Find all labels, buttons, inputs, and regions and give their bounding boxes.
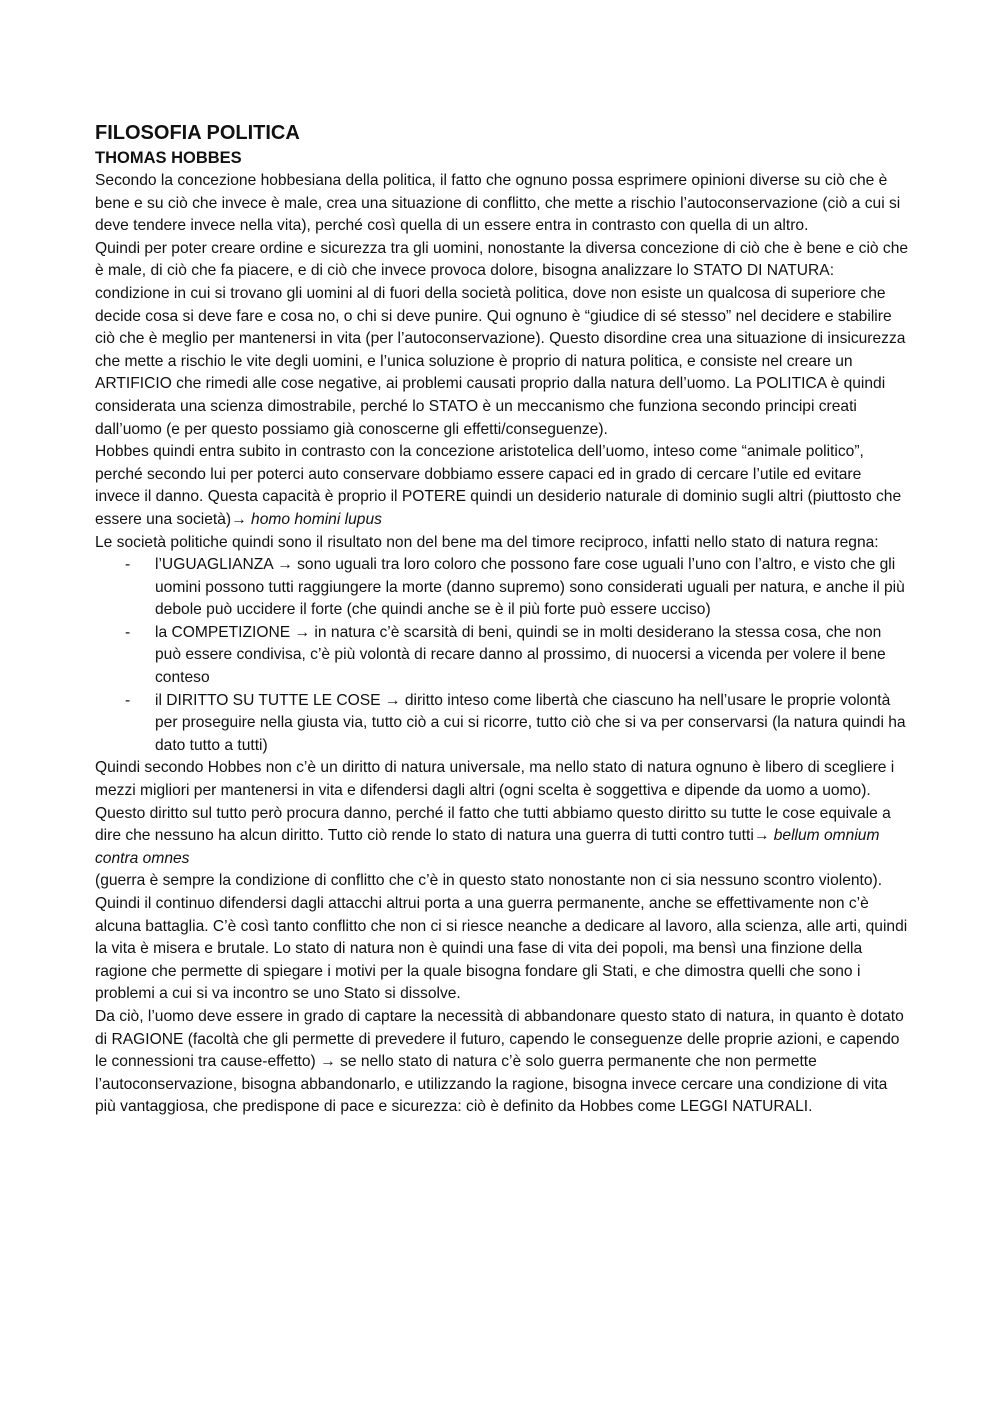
dash-bullet: -: [125, 691, 131, 709]
list-item-text: sono uguali tra loro coloro che possono fare cose uguali l’uno con l’altro, e visto che gli uomini possono tutti raggiungere la morte (danno supremo) sono considerati uguali per natura, e anche il più debole può uccidere il forte (che quindi anche se è il più forte può essere ucciso): [155, 556, 905, 619]
paragraph-text-continued: se nello stato di natura c’è solo guerra permanente che non permette l’autoconservazione, bisogna abbandonarlo, e utilizzando la ragione, bisogna invece cercare una condizione di vita più vantaggiosa, che predispone di pace e sicurezza: ciò è definito da Hobbes come LEGGI NATURALI.: [95, 1053, 888, 1116]
paragraph-potere: [95, 441, 910, 531]
paragraph-intro: Secondo la concezione hobbesiana della politica, il fatto che ognuno possa esprimere opinioni diverse su ciò che è bene e su ciò che invece è male, crea una situazione di conflitto, che mette a rischio l’autoconservazione (ciò a cui si deve tendere invece nella vita), perché così quella di un essere entra in contrasto con quella di un altro.: [95, 172, 901, 235]
paragraph-text: Hobbes quindi entra subito in contrasto con la concezione aristotelica dell’uomo, inteso come “animale politico”, perché secondo lui per poterci auto conservare dobbiamo essere capaci ed in grado di cercare l’utile ed evitare invece il danno. Questa capacità è proprio il POTERE quindi un desiderio naturale di dominio sugli altri (piuttosto che essere una società): [95, 443, 902, 528]
arrow-right-icon: →: [294, 623, 311, 641]
dash-bullet: -: [125, 556, 131, 574]
bullet-list: [95, 554, 910, 757]
paragraph-guerra-note: (guerra è sempre la condizione di conflitto che c’è in questo stato nonostante non ci sia nessuno scontro violento).: [95, 872, 883, 890]
list-item: [95, 690, 910, 758]
list-item-lead: l’UGUAGLIANZA: [155, 556, 278, 574]
list-item-text: in natura c’è scarsità di beni, quindi se in molti desiderano la stessa cosa, che non può essere condivisa, c’è più volontà di recare danno al prossimo, di nuocersi a vicenda per volere il bene conteso: [155, 623, 886, 687]
paragraph-stato-di-natura: Quindi per poter creare ordine e sicurezza tra gli uomini, nonostante la diversa concezione di ciò che è bene e ciò che è male, di ciò che fa piacere, e di ciò che invece provoca dolore, bisogna analizzare lo STATO DI NATURA: condizione in cui si trovano gli uomini al di fuori della società politica, dove non esiste un qualcosa di superiore che decide cosa si deve fare e cosa no, o chi si deve punire. Qui ognuno è “giudice di sé stesso” nel decidere e stabilire ciò che è meglio per mantenersi in vita (per l’autoconservazione). Questo disordine crea una situazione di insicurezza che mette a rischio le vite degli uomini, e l’unica soluzione è proprio di natura politica, e consiste nel creare un ARTIFICIO che rimedi alle cose negative, ai problemi causati proprio dalla natura dell’uomo. La POLITICA è quindi considerata una scienza dimostrabile, perché lo STATO è un meccanismo che funziona secondo principi creati dall’uomo (e per questo possiamo già conoscerne gli effetti/conseguenze).: [95, 239, 909, 438]
dash-bullet: -: [125, 623, 131, 641]
document-title: FILOSOFIA POLITICA: [95, 122, 300, 144]
arrow-right-icon: →: [384, 691, 401, 709]
list-item: [95, 622, 910, 690]
arrow-right-icon: →: [231, 510, 247, 528]
paragraph-timore: Le società politiche quindi sono il risultato non del bene ma del timore reciproco, infatti nello stato di natura regna:: [95, 533, 879, 551]
section-heading: THOMAS HOBBES: [95, 149, 242, 167]
document-page: [95, 120, 910, 1119]
arrow-right-icon: →: [320, 1053, 336, 1071]
list-item-lead: il DIRITTO SU TUTTE LE COSE: [155, 691, 385, 709]
list-item-text: diritto inteso come libertà che ciascuno ha nell’usare le proprie volontà per proseguire nella giusta via, tutto ciò a cui si ricorre, tutto ciò che si va per conservarsi (la natura quindi ha dato tutto a tutti): [155, 691, 906, 754]
paragraph-guerra-permanente: Quindi il continuo difendersi dagli attacchi altrui porta a una guerra permanente, anche se effettivamente non c’è alcuna battaglia. C’è così tanto conflitto che non ci si riesce neanche a dedicare al lavoro, alla scienza, alle arti, quindi la vita è misera e brutale. Lo stato di natura non è quindi una fase di vita dei popoli, ma bensì una finzione della ragione che permette di spiegare i motivi per la quale bisogna fondare gli Stati, e che dimostra quelli che sono i problemi a cui si va incontro se uno Stato si dissolve.: [95, 895, 908, 1003]
paragraph-leggi-naturali: [95, 1006, 910, 1119]
latin-phrase: homo homini lupus: [246, 510, 382, 528]
paragraph-text: Questo diritto sul tutto però procura danno, perché il fatto che tutti abbiamo questo diritto su tutte le cose equivale a dire che nessuno ha alcun diritto. Tutto ciò rende lo stato di natura una guerra di tutti contro tutti: [95, 804, 891, 845]
arrow-right-icon: →: [277, 556, 293, 574]
paragraph-diritto-naturale: Quindi secondo Hobbes non c’è un diritto di natura universale, ma nello stato di natura ognuno è libero di scegliere i mezzi migliori per mantenersi in vita e difendersi dagli altri (ogni scelta è soggettiva e dipende da uomo a uomo).: [95, 759, 895, 800]
list-item: [95, 554, 910, 622]
list-item-lead: la COMPETIZIONE: [155, 623, 295, 641]
paragraph-text: Da ciò, l’uomo deve essere in grado di captare la necessità di abbandonare questo stato di natura, in quanto è dotato di RAGIONE (facoltà che gli permette di prevedere il futuro, capendo le conseguenze delle proprie azioni, e capendo le connessioni tra cause-effetto): [95, 1007, 904, 1071]
paragraph-bellum: [95, 803, 910, 871]
arrow-right-icon: →: [753, 827, 770, 845]
latin-phrase: bellum omnium contra omnes: [95, 827, 880, 867]
